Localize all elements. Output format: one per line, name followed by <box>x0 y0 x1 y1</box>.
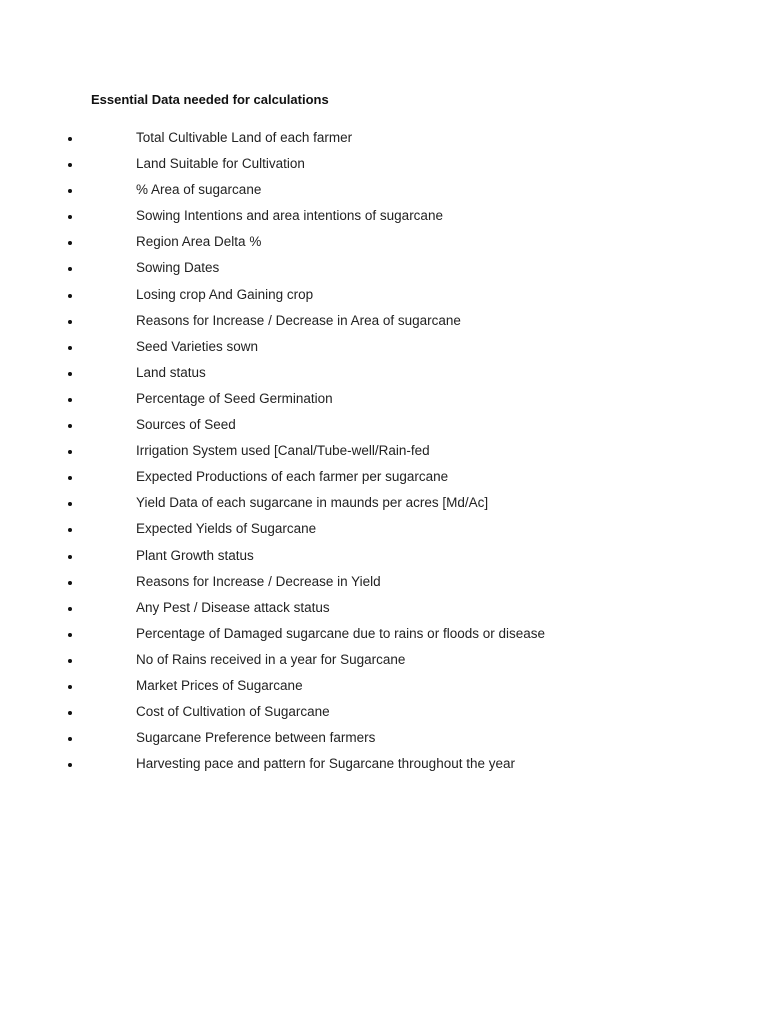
list-item <box>0 624 768 650</box>
list-item-text: Irrigation System used [Canal/Tube-well/Rain-fed <box>136 443 430 459</box>
bullet-icon <box>68 267 72 271</box>
list-item <box>0 232 768 258</box>
bullet-icon <box>68 320 72 324</box>
bullet-icon <box>68 659 72 663</box>
list-item <box>0 337 768 363</box>
bullet-icon <box>68 737 72 741</box>
list-item <box>0 728 768 754</box>
bullet-icon <box>68 581 72 585</box>
bullet-icon <box>68 763 72 767</box>
list-item <box>0 598 768 624</box>
bullet-icon <box>68 555 72 559</box>
list-item-text: Sowing Intentions and area intentions of sugarcane <box>136 208 443 224</box>
bullet-icon <box>68 346 72 350</box>
bullet-icon <box>68 398 72 402</box>
list-item-text: Losing crop And Gaining crop <box>136 286 314 302</box>
bullet-icon <box>68 215 72 219</box>
list-item <box>0 154 768 180</box>
list-item <box>0 285 768 311</box>
list-item <box>0 415 768 441</box>
list-item <box>0 258 768 284</box>
bullet-icon <box>68 685 72 689</box>
bullet-icon <box>68 163 72 167</box>
list-item-text: Percentage of Damaged sugarcane due to rains or floods or disease <box>136 625 546 641</box>
list-item-text: Harvesting pace and pattern for Sugarcane throughout the year <box>136 756 515 772</box>
list-item <box>0 754 768 780</box>
list-item <box>0 676 768 702</box>
bullet-icon <box>68 711 72 715</box>
list-item <box>0 702 768 728</box>
document-heading: Essential Data needed for calculations <box>91 92 329 107</box>
list-item-text: No of Rains received in a year for Sugarcane <box>136 651 406 667</box>
list-item-text: Sources of Seed <box>136 417 236 433</box>
list-item-text: Region Area Delta % <box>136 234 262 250</box>
list-item <box>0 206 768 232</box>
list-item-text: Land status <box>136 364 206 380</box>
list-item <box>0 650 768 676</box>
list-item <box>0 493 768 519</box>
list-item-text: Expected Yields of Sugarcane <box>136 521 317 537</box>
bullet-icon <box>68 424 72 428</box>
list-item-text: Sugarcane Preference between farmers <box>136 730 376 746</box>
list-item-text: Percentage of Seed Germination <box>136 390 333 406</box>
list-item-text: Any Pest / Disease attack status <box>136 599 330 615</box>
bullet-icon <box>68 372 72 376</box>
bullet-icon <box>68 450 72 454</box>
bullet-icon <box>68 294 72 298</box>
list-item-text: Market Prices of Sugarcane <box>136 677 303 693</box>
list-item <box>0 311 768 337</box>
list-item-text: Expected Productions of each farmer per sugarcane <box>136 469 449 485</box>
list-item-text: Cost of Cultivation of Sugarcane <box>136 704 330 720</box>
list-item-text: Land Suitable for Cultivation <box>136 156 305 172</box>
list-item-text: Plant Growth status <box>136 547 254 563</box>
bullet-icon <box>68 476 72 480</box>
bullet-icon <box>68 241 72 245</box>
bullet-icon <box>68 528 72 532</box>
list-item-text: Reasons for Increase / Decrease in Area of sugarcane <box>136 312 461 328</box>
list-item <box>0 128 768 154</box>
list-item-text: Sowing Dates <box>136 260 220 276</box>
list-item <box>0 467 768 493</box>
bullet-list <box>0 128 768 780</box>
list-item-text: Yield Data of each sugarcane in maunds per acres [Md/Ac] <box>136 495 489 511</box>
list-item <box>0 572 768 598</box>
list-item <box>0 519 768 545</box>
bullet-icon <box>68 633 72 637</box>
list-item <box>0 180 768 206</box>
bullet-icon <box>68 607 72 611</box>
list-item-text: Reasons for Increase / Decrease in Yield <box>136 573 381 589</box>
list-item <box>0 441 768 467</box>
bullet-icon <box>68 189 72 193</box>
list-item-text: Total Cultivable Land of each farmer <box>136 130 353 145</box>
list-item <box>0 389 768 415</box>
bullet-icon <box>68 502 72 506</box>
bullet-icon <box>68 137 72 141</box>
list-item <box>0 363 768 389</box>
list-item <box>0 546 768 572</box>
list-item-text: % Area of sugarcane <box>136 182 262 198</box>
list-item-text: Seed Varieties sown <box>136 338 259 354</box>
